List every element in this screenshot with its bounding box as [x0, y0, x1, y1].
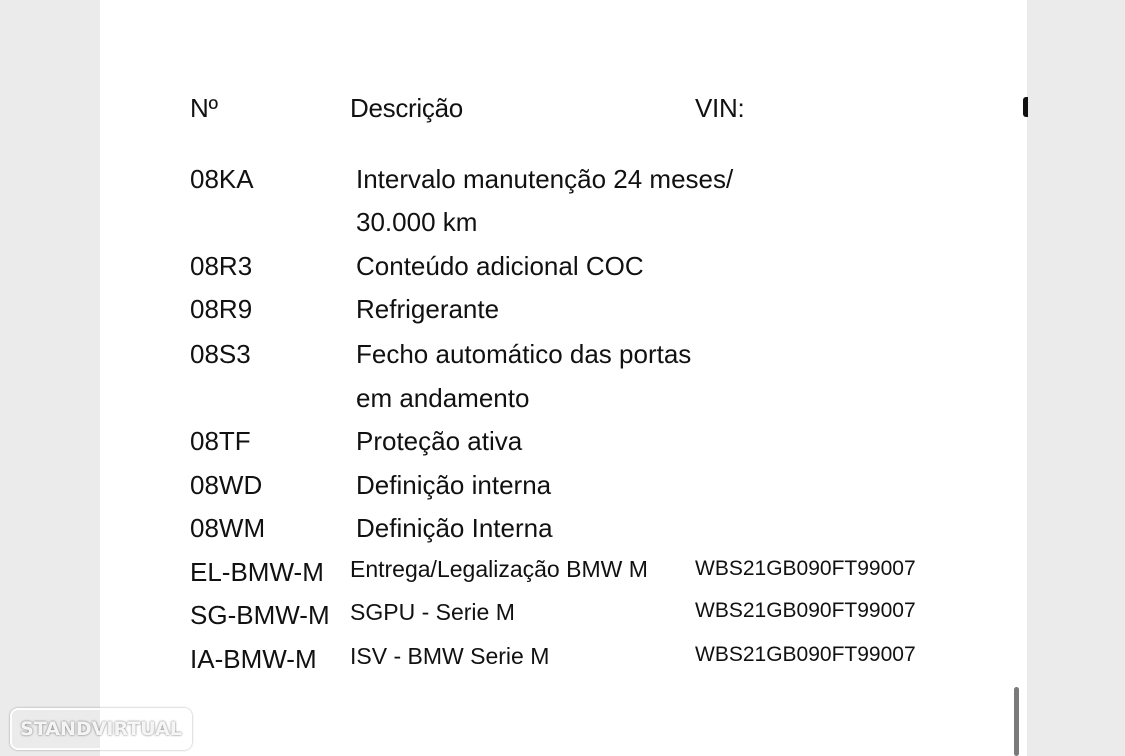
watermark-logo: STANDVIRTUAL	[10, 708, 192, 750]
row-description: SGPU - Serie M	[350, 599, 515, 625]
row-code: 08S3	[190, 339, 251, 369]
row-vin: WBS21GB090FT99007	[695, 557, 916, 580]
header-vin: VIN:	[695, 93, 745, 123]
row-description: Definição interna	[356, 470, 552, 500]
row-code: EL-BMW-M	[190, 557, 324, 587]
row-description: Definição Interna	[356, 513, 553, 543]
row-description: Entrega/Legalização BMW M	[350, 556, 648, 582]
row-description: Refrigerante	[356, 294, 500, 324]
row-description-continued: 30.000 km	[356, 207, 478, 237]
row-code: 08R9	[190, 294, 253, 324]
row-description-continued: em andamento	[356, 383, 530, 413]
row-code: 08WM	[190, 513, 266, 543]
row-vin: WBS21GB090FT99007	[695, 643, 916, 666]
vertical-scrollbar[interactable]	[1014, 687, 1019, 756]
row-description: ISV - BMW Serie M	[350, 643, 550, 669]
header-description: Descrição	[350, 93, 463, 123]
row-code: 08WD	[190, 470, 263, 500]
header-number: Nº	[190, 93, 218, 123]
row-description: Fecho automático das portas	[356, 339, 692, 369]
row-code: 08KA	[190, 164, 254, 194]
row-description: Proteção ativa	[356, 426, 523, 456]
row-description: Conteúdo adicional COC	[356, 251, 644, 281]
row-vin: WBS21GB090FT99007	[695, 599, 916, 622]
row-code: 08R3	[190, 251, 253, 281]
cropped-text-fragment	[1023, 97, 1028, 117]
row-code: 08TF	[190, 426, 251, 456]
row-code: IA-BMW-M	[190, 644, 317, 674]
row-code: SG-BMW-M	[190, 600, 330, 630]
row-description: Intervalo manutenção 24 meses/	[356, 164, 734, 194]
document-page	[100, 0, 1027, 756]
